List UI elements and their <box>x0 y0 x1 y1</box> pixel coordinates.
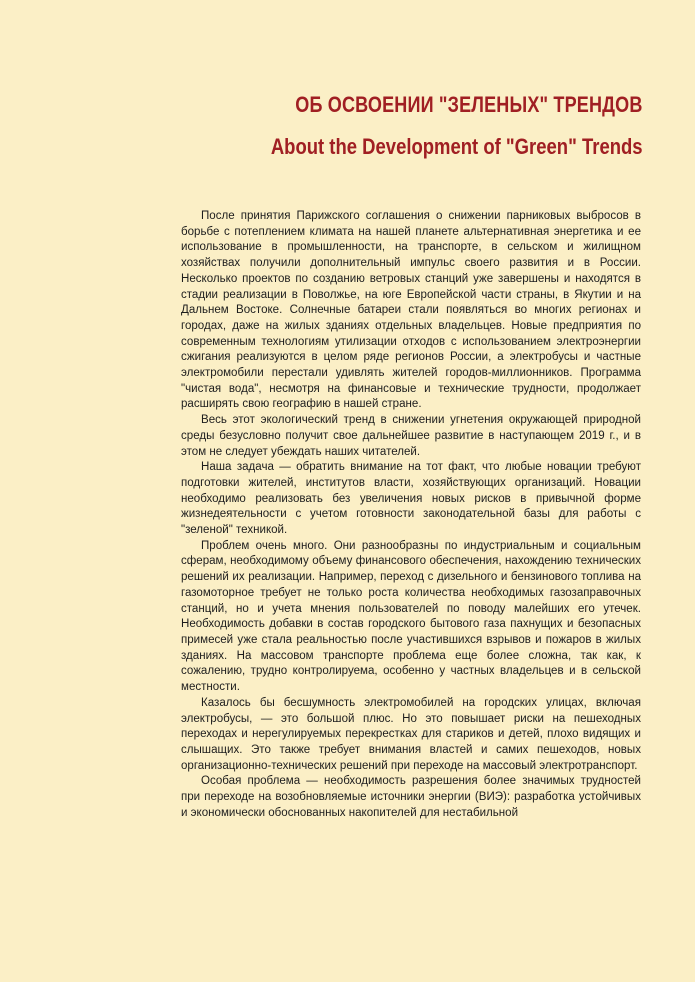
article-paragraph: Особая проблема — необходимость разрешения более значимых трудностей при переходе на возобновляемые источники энергии (ВИЭ): разработка устойчивых и экономически обоснованных накопителей для нестабильной <box>181 775 641 819</box>
article-paragraph: После принятия Парижского соглашения о снижении парниковых выбросов в борьбе с потеплением климата на нашей планете альтернативная энергетика и ее использование в промышленности, на транспорте, в сельском и жилищном хозяйствах получили дополнительный импульс своего развития и в России. Несколько проектов по созданию ветровых станций уже завершены и находятся в стадии реализации в Поволжье, на юге Европейской части страны, в Якутии и на Дальнем Востоке. Солнечные батареи стали появляться во многих регионах и городах, даже на жилых зданиях отдельных владельцев. Новые предприятия по современным технологиям утилизации отходов с использованием электроэнергии сжигания реализуются в целом ряде регионов России, а электробусы и частные электромобили перестали удивлять жителей городов-миллионников. Программа "чистая вода", несмотря на финансовые и технические трудности, продолжает расширять свою географию в нашей стране. <box>181 210 641 411</box>
article-paragraph: Казалось бы бесшумность электромобилей на городских улицах, включая электробусы, — это большой плюс. Но это повышает риски на пешеходных переходах и нерегулируемых перекрестках для стариков и детей, плохо видящих и слышащих. Это также требует внимания властей и самих пешеходов, новых организационно-технических решений при переходе на массовый электротранспорт. <box>181 696 641 772</box>
article-paragraph: Наша задача — обратить внимание на тот факт, что любые новации требуют подготовки жителей, институтов власти, хозяйствующих организаций. Новации необходимо реализовать без увеличения новых рисков в привычной форме жизнедеятельности с учетом готовности законодательной базы для работы с "зеленой" техникой. <box>181 461 641 537</box>
article-paragraph: Проблем очень много. Они разнообразны по индустриальным и социальным сферам, необходимому объему финансового обеспечения, нахождению технических решений их реализации. Например, переход с дизельного и бензинового топлива на газомоторное требует не только роста количества необходимых газозаправочных станций, но и учета мнения пользователей по поводу малейших его утечек. Необходимость добавки в состав городского бытового газа пахнущих и безопасных примесей уже стала реальностью после участившихся взрывов и пожаров в жилых зданиях. На массовом транспорте проблема еще более сложна, так как, к сожалению, трудно контролируема, особенно у частных владельцев и в сельской местности. <box>181 539 641 694</box>
title-russian: ОБ ОСВОЕНИИ "ЗЕЛЕНЫХ" ТРЕНДОВ <box>295 92 643 117</box>
article-body <box>181 209 641 821</box>
article-paragraph: Весь этот экологический тренд в снижении угнетения окружающей природной среды безусловно получит свое дальнейшее развитие в наступающем 2019 г., и в этом не следует убеждать наших читателей. <box>181 414 641 458</box>
title-english: About the Development of "Green" Trends <box>271 134 643 159</box>
